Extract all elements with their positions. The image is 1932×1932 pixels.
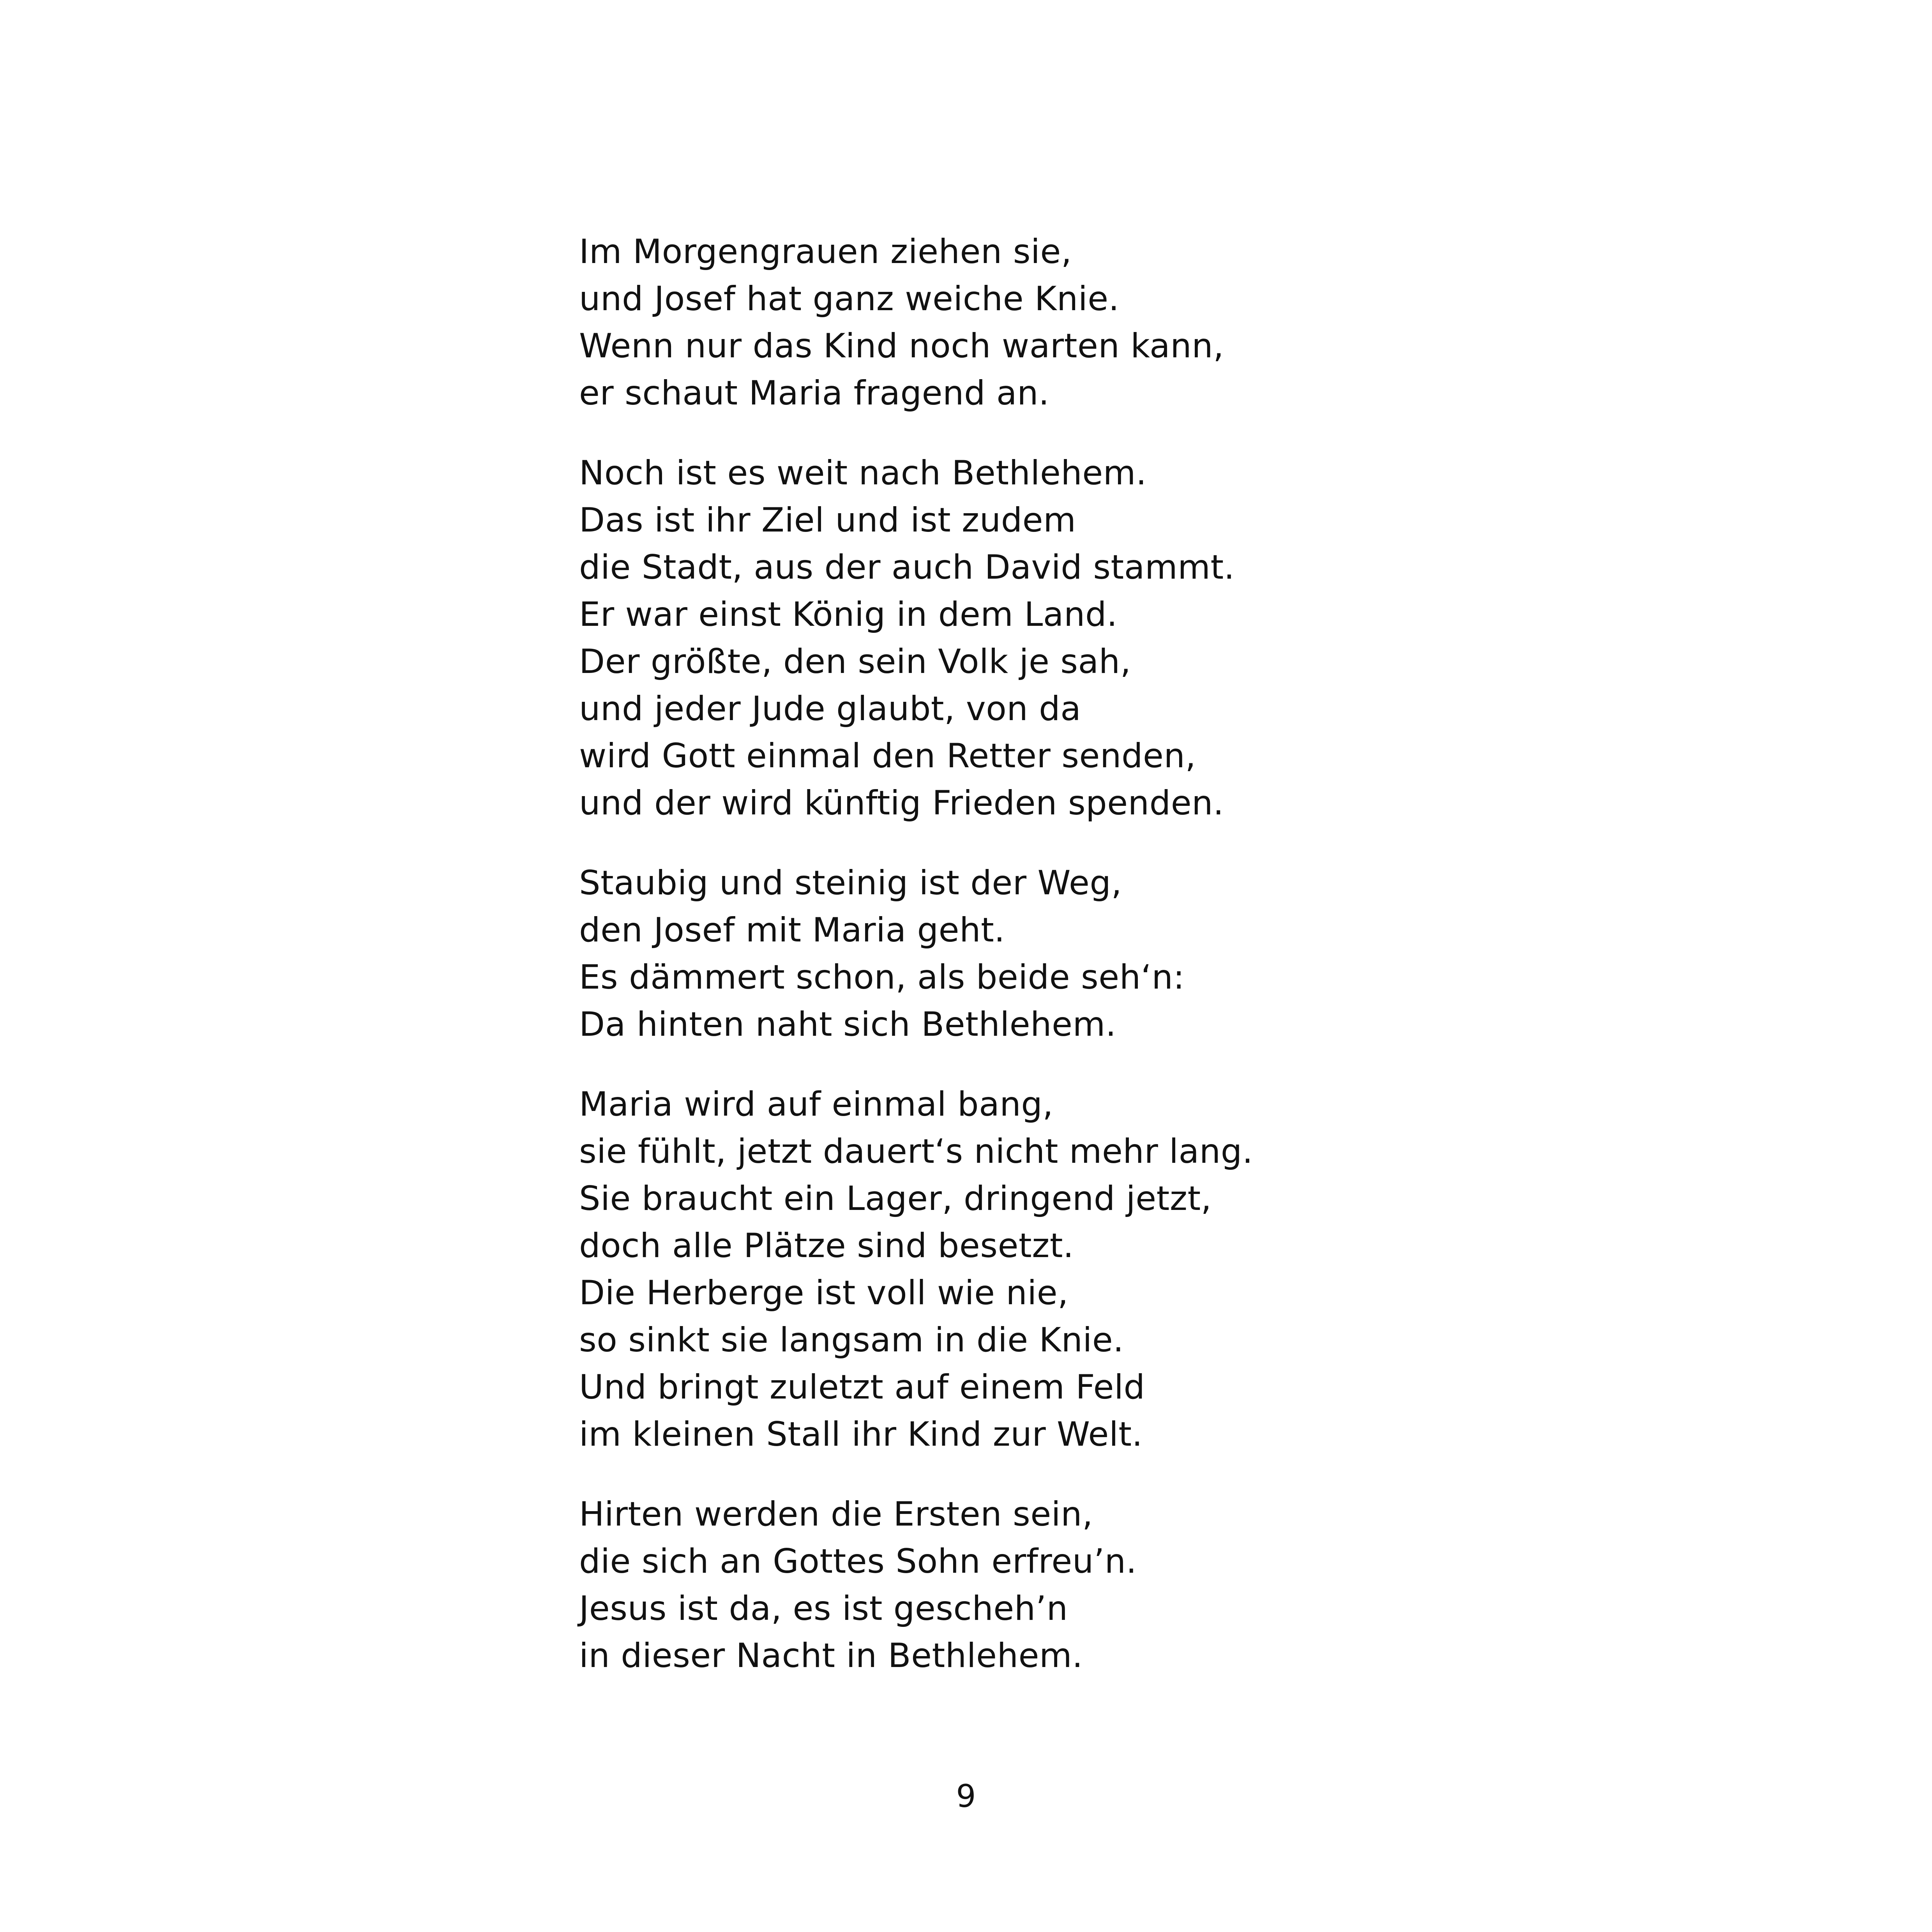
poem-line: und jeder Jude glaubt, von da (579, 689, 1081, 728)
stanza-2 (579, 450, 1358, 827)
poem-line: Jesus ist da, es ist gescheh’n (579, 1589, 1068, 1628)
poem-line: Maria wird auf einmal bang, (579, 1085, 1054, 1124)
stanza-1 (579, 228, 1358, 417)
poem-line: wird Gott einmal den Retter senden, (579, 736, 1196, 775)
poem-line: Das ist ihr Ziel und ist zudem (579, 501, 1076, 540)
poem-line: Im Morgengrauen ziehen sie, (579, 232, 1072, 271)
poem-line: Noch ist es weit nach Bethlehem. (579, 454, 1147, 493)
poem-line: im kleinen Stall ihr Kind zur Welt. (579, 1415, 1143, 1454)
poem-line: Es dämmert schon, als beide seh‘n: (579, 958, 1185, 997)
poem-line: Staubig und steinig ist der Weg, (579, 864, 1122, 902)
poem-line: und der wird künftig Frieden spenden. (579, 784, 1224, 823)
poem (579, 228, 1358, 1712)
poem-line: doch alle Plätze sind besetzt. (579, 1226, 1074, 1265)
poem-line: die Stadt, aus der auch David stammt. (579, 548, 1235, 587)
poem-line: Der größte, den sein Volk je sah, (579, 642, 1131, 681)
poem-line: er schaut Maria fragend an. (579, 374, 1049, 413)
poem-line: Die Herberge ist voll wie nie, (579, 1273, 1068, 1312)
poem-line: Sie braucht ein Lager, dringend jetzt, (579, 1179, 1212, 1218)
poem-line: in dieser Nacht in Bethlehem. (579, 1636, 1083, 1675)
stanza-4 (579, 1081, 1358, 1458)
poem-line: und Josef hat ganz weiche Knie. (579, 279, 1120, 318)
poem-line: Und bringt zuletzt auf einem Feld (579, 1368, 1145, 1407)
stanza-5 (579, 1491, 1358, 1679)
poem-line: Er war einst König in dem Land. (579, 595, 1118, 634)
poem-line: Wenn nur das Kind noch warten kann, (579, 327, 1224, 366)
poem-line: Hirten werden die Ersten sein, (579, 1495, 1093, 1534)
poem-line: so sinkt sie langsam in die Knie. (579, 1321, 1124, 1360)
stanza-3 (579, 860, 1358, 1048)
poem-line: die sich an Gottes Sohn erfreu’n. (579, 1542, 1137, 1581)
poem-line: sie fühlt, jetzt dauert‘s nicht mehr lang. (579, 1132, 1253, 1171)
page-number: 9 (956, 1778, 976, 1814)
poem-line: den Josef mit Maria geht. (579, 911, 1005, 950)
poem-line: Da hinten naht sich Bethlehem. (579, 1005, 1116, 1044)
